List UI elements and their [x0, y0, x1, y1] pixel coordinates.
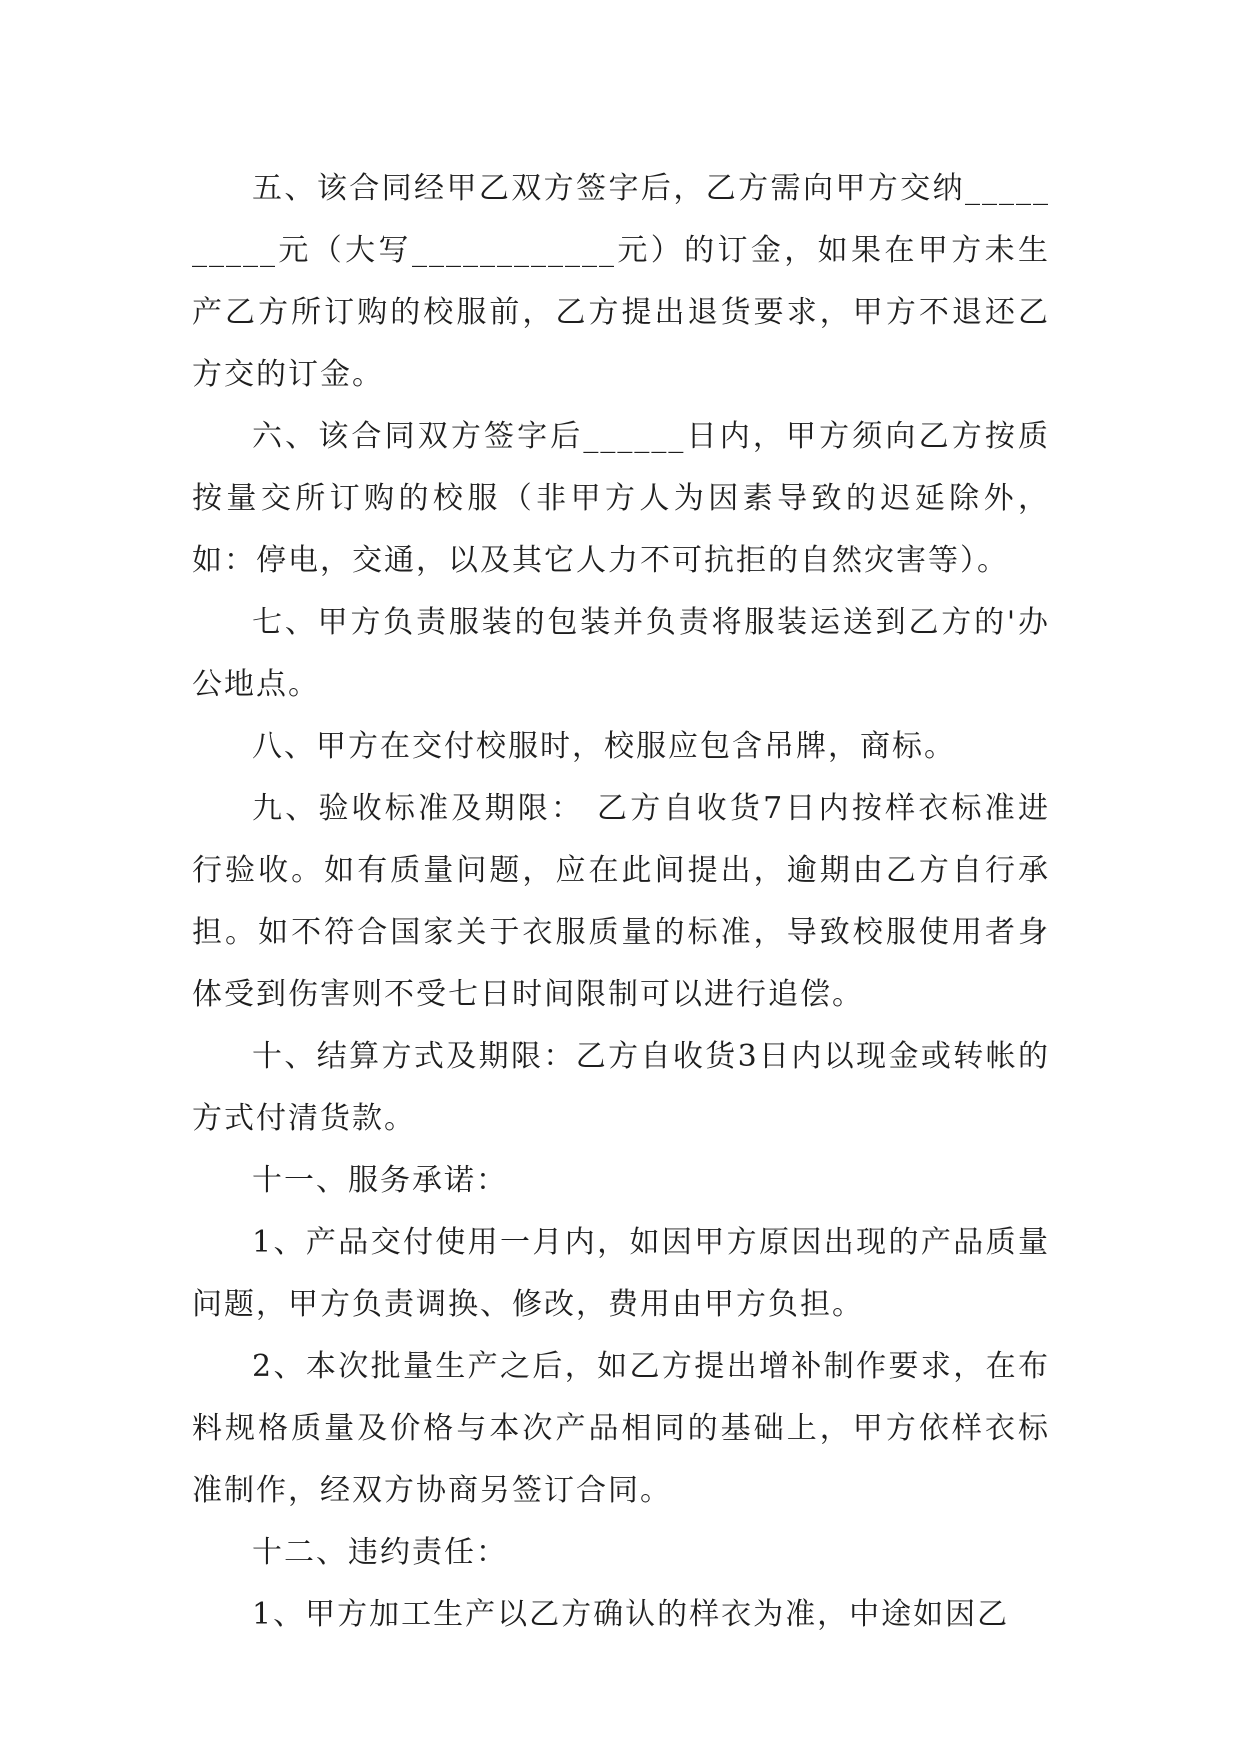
clause-9-acceptance: 九、验收标准及期限： 乙方自收货7日内按样衣标准进行验收。如有质量问题，应在此间提出，逾期由乙方自行承担。如不符合国家关于衣服质量的标准，导致校服使用者身体受到伤害则不受七日时间限制可以进行追偿。 — [192, 791, 1050, 1012]
clause-5-deposit: 五、该合同经甲乙双方签字后，乙方需向甲方交纳__________元（大写____________元）的订金，如果在甲方未生产乙方所订购的校服前，乙方提出退货要求，甲方不退还乙方交的订金。 — [192, 171, 1050, 392]
clause-10-settlement: 十、结算方式及期限：乙方自收货3日内以现金或转帐的方式付清货款。 — [192, 1039, 1050, 1136]
clause-12-heading: 十二、违约责任： — [252, 1535, 508, 1570]
clause-12-item-1: 1、甲方加工生产以乙方确认的样衣为准，中途如因乙 — [252, 1597, 1010, 1632]
clause-11-item-1: 1、产品交付使用一月内，如因甲方原因出现的产品质量问题，甲方负责调换、修改，费用由甲方负担。 — [192, 1225, 1050, 1322]
clause-8-labels: 八、甲方在交付校服时，校服应包含吊牌，商标。 — [252, 729, 956, 764]
clause-11-item-2: 2、本次批量生产之后，如乙方提出增补制作要求，在布料规格质量及价格与本次产品相同的基础上，甲方依样衣标准制作，经双方协商另签订合同。 — [192, 1349, 1050, 1508]
contract-body — [192, 158, 1050, 1646]
clause-6-delivery: 六、该合同双方签字后______日内，甲方须向乙方按质按量交所订购的校服（非甲方人为因素导致的迟延除外，如：停电，交通，以及其它人力不可抗拒的自然灾害等）。 — [192, 419, 1050, 578]
clause-11-heading: 十一、服务承诺： — [252, 1163, 508, 1198]
clause-7-packaging: 七、甲方负责服装的包装并负责将服装运送到乙方的'办公地点。 — [192, 605, 1050, 702]
